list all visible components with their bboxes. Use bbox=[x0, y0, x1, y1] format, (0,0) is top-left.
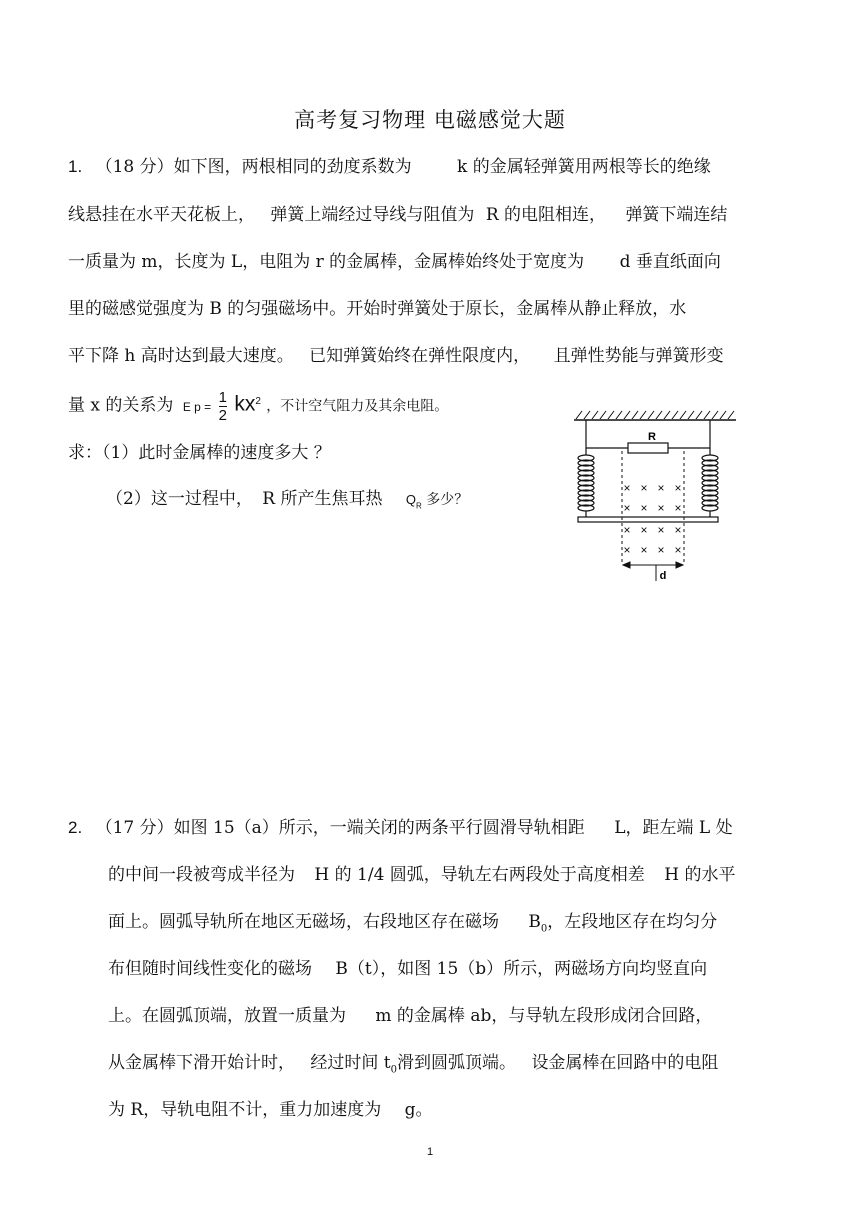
svg-text:×: × bbox=[640, 523, 648, 537]
q1-line-1: 1. （18 分）如下图，两根相同的劲度系数为 k 的金属轻弹簧用两根等长的绝缘 bbox=[68, 157, 711, 177]
left-spring bbox=[578, 448, 594, 517]
svg-text:×: × bbox=[657, 501, 665, 515]
q1-ask-2: （2）这一过程中， R 所产生焦耳热 $Q_R$ 多少？ bbox=[106, 489, 469, 511]
spring-rod-figure bbox=[560, 405, 750, 590]
formula-kx: kx bbox=[234, 392, 256, 416]
svg-text:×: × bbox=[657, 543, 665, 557]
q2-line-6: 从金属棒下滑开始计时， 经过时间 $t_0$滑到圆弧顶端。 设金属棒在回路中的电阻 bbox=[108, 1053, 719, 1076]
ceiling-hatching bbox=[576, 411, 734, 419]
q2-line-2: 的中间一段被弯成半径为 H 的 1/4 圆弧，导轨左右两段处于高度相差 H 的水平 bbox=[108, 865, 736, 885]
svg-text:×: × bbox=[674, 501, 682, 515]
resistor bbox=[628, 443, 668, 453]
svg-text:×: × bbox=[640, 501, 648, 515]
q1-line-6-formula: 量 x 的关系为 E p = $\frac{1}{2}$ $kx^2$ ，不计空气阻力及其余电阻。 bbox=[68, 388, 449, 424]
svg-text:×: × bbox=[623, 543, 631, 557]
q1-line-3: 一质量为 m，长度为 L，电阻为 r 的金属棒，金属棒始终处于宽度为 d 垂直纸面向 bbox=[68, 252, 721, 272]
svg-text:×: × bbox=[640, 481, 648, 495]
q2-line-1: 2. （17 分）如图 15（a）所示，一端关闭的两条平行圆滑导轨相距 L，距左端 L 处 bbox=[68, 818, 733, 838]
q1-line-4: 里的磁感觉强度为 B 的匀强磁场中。开始时弹簧处于原长，金属棒从静止释放，水 bbox=[68, 299, 687, 319]
q1-ask-1: 求：（1）此时金属棒的速度多大 ？ bbox=[68, 443, 331, 463]
q1-line-5: 平下降 h 高时达到最大速度。 已知弹簧始终在弹性限度内， 且弹性势能与弹簧形变 bbox=[68, 346, 724, 366]
svg-text:×: × bbox=[674, 481, 682, 495]
page-title: 高考复习物理 电磁感觉大题 bbox=[294, 108, 566, 132]
svg-text:×: × bbox=[674, 523, 682, 537]
formula-fraction: $\frac{1}{2}$ bbox=[218, 388, 227, 424]
page-number: 1 bbox=[426, 1146, 434, 1158]
svg-text:×: × bbox=[640, 543, 648, 557]
q1-number: 1. bbox=[68, 157, 83, 176]
q1-line-2: 线悬挂在水平天花板上， 弹簧上端经过导线与阻值为 R 的电阻相连， 弹簧下端连结 bbox=[68, 205, 728, 225]
formula-ep: E p = bbox=[182, 399, 212, 414]
svg-text:×: × bbox=[657, 523, 665, 537]
svg-text:×: × bbox=[623, 501, 631, 515]
svg-text:×: × bbox=[623, 523, 631, 537]
q2-line-4: 布但随时间线性变化的磁场 B（t），如图 15（b）所示，两磁场方向均竖直向 bbox=[108, 959, 708, 979]
resistor-label: R bbox=[648, 431, 656, 443]
right-spring bbox=[702, 448, 718, 517]
width-label: d bbox=[659, 570, 667, 582]
q2-line-5: 上。在圆弧顶端，放置一质量为 m 的金属棒 ab，与导轨左段形成闭合回路， bbox=[108, 1006, 713, 1026]
metal-rod bbox=[578, 517, 718, 522]
svg-text:×: × bbox=[674, 543, 682, 557]
q2-number: 2. bbox=[68, 818, 83, 837]
svg-text:×: × bbox=[657, 481, 665, 495]
q2-line-3: 面上。圆弧导轨所在地区无磁场，右段地区存在磁场 $B_0$，左段地区存在均匀分 bbox=[108, 912, 718, 935]
q2-line-7: 为 R，导轨电阻不计，重力加速度为 g。 bbox=[108, 1100, 433, 1120]
svg-text:×: × bbox=[623, 481, 631, 495]
width-arrow bbox=[623, 562, 683, 568]
